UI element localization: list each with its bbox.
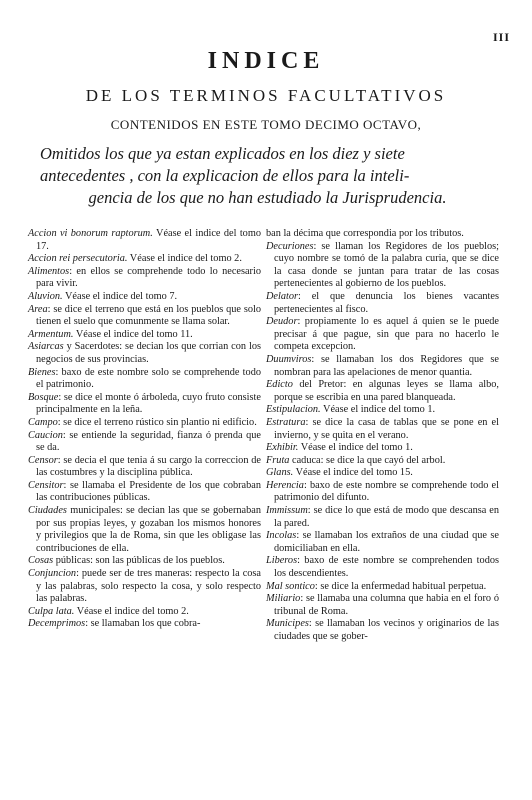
index-definition: Véase el indice del tomo 7.: [62, 290, 178, 302]
index-term: Liberos: [266, 555, 298, 567]
index-term: Aluvion.: [28, 290, 63, 302]
intro-paragraph: [40, 143, 495, 209]
left-column: [28, 228, 261, 631]
index-term: Bosque: [28, 391, 59, 403]
index-entry: [266, 291, 499, 316]
index-entry: [28, 606, 261, 619]
index-definition: : se dice la casa de tablas que se pone en el invierno, y se quita en el verano.: [274, 416, 499, 441]
index-entry: [266, 417, 499, 442]
index-entry: [266, 404, 499, 417]
index-entry: [266, 455, 499, 468]
index-definition: : se dice el monte ó árboleda, cuyo fruto consiste principalmente en la leña.: [36, 391, 261, 416]
index-definition: : se dice la enfermedad habitual perpetua.: [314, 580, 487, 592]
index-entry: [266, 555, 499, 580]
index-entry: [28, 505, 261, 555]
index-entry: [28, 455, 261, 480]
index-definition: ban la décima que correspondia por los tributos.: [266, 228, 464, 239]
index-definition: : el que denuncia los bienes vacantes pertenecientes al fisco.: [274, 290, 499, 315]
page-subtitle: DE LOS TERMINOS FACULTATIVOS: [85, 86, 447, 105]
index-entry: [266, 593, 499, 618]
index-entry: [266, 480, 499, 505]
index-definition: municipales: se decian las que se gobernaban por sus propias leyes, y gozaban los mismos honores y privilegios que la de Roma, sin que les obligase las contribuciones de ella.: [36, 505, 261, 554]
intro-line: Omitidos los que ya estan explicados en los diez y siete: [40, 144, 405, 163]
index-term: Censor: [28, 454, 58, 466]
index-definition: : se llaman los Regidores de los pueblos; cuyo nombre se tomó de la palabra curia, que se dice la casa donde se juntan para tratar de las cosas pertenecientes al gobierno de los pueblos.: [274, 240, 499, 290]
index-definition: : baxo de este nombre se comprehenden todos los descendientes.: [274, 555, 499, 580]
index-entry: [266, 530, 499, 555]
index-entry: [28, 392, 261, 417]
index-term: Exhibir.: [266, 442, 299, 454]
index-definition: : se llamaba el Presidente de los que cobraban las contribuciones públicas.: [36, 479, 261, 504]
index-definition: Véase el indice del tomo 1.: [298, 442, 413, 454]
index-definition: : se llamaban los que cobra-: [85, 618, 201, 630]
index-term: Cosas: [28, 555, 54, 567]
index-definition: Véase el indice del tomo 17.: [36, 228, 261, 252]
index-term: Delator: [266, 290, 299, 302]
index-definition: : en ellos se comprehende todo lo necesario para vivir.: [36, 265, 261, 290]
index-entry: [28, 329, 261, 342]
index-term: Estratura: [266, 416, 306, 428]
index-entry: [28, 618, 261, 631]
index-term: Caucion: [28, 429, 63, 441]
index-entry: [28, 555, 261, 568]
index-term: Herencia: [266, 479, 304, 491]
index-definition: : propiamente lo es aquel á quien se le puede precisar á que pague, sin que para no hacerlo le competa excepcion.: [274, 316, 499, 353]
index-term: Municipes: [266, 618, 309, 630]
intro-line: antecedentes , con la explicacion de ellos para la inteli-: [40, 166, 410, 185]
index-entry: [266, 581, 499, 594]
index-term: Armentum.: [28, 328, 74, 340]
index-term: Estipulacion.: [266, 404, 321, 416]
index-entry: [28, 266, 261, 291]
index-entry: [266, 505, 499, 530]
index-definition: Véase el indice del tomo 15.: [293, 467, 413, 479]
page-subtitle-secondary: CONTENIDOS EN ESTE TOMO DECIMO OCTAVO,: [110, 117, 422, 132]
index-entry: [28, 367, 261, 392]
index-term: Immissum: [266, 505, 308, 517]
index-definition: del Pretor: en algunas leyes se llama albo, porque se escribia en una pared blanqueada.: [274, 379, 499, 403]
right-column: [266, 228, 499, 644]
index-entry: [266, 442, 499, 455]
index-entry: [28, 568, 261, 606]
index-entry: [28, 341, 261, 366]
index-entry: [266, 354, 499, 379]
index-definition: : puede ser de tres maneras: respecto la cosa y las palabras, solo respecto la cosa, y solo respecto las palabras.: [36, 568, 261, 605]
index-definition: : se dice el terreno que está en los pueblos que solo tienen el suelo que comunmente se llama solar.: [36, 303, 261, 328]
index-term: Incolas: [266, 530, 297, 542]
index-term: Area: [28, 303, 48, 315]
index-definition: Véase el indice del tomo 2.: [127, 253, 242, 265]
index-term: Accion vi bonorum raptorum.: [28, 228, 153, 239]
index-entry: [266, 316, 499, 354]
index-term: Bienes: [28, 366, 56, 378]
index-term: Alimentos: [28, 265, 70, 277]
index-definition: : se entiende la seguridad, fianza ó prenda que se da.: [36, 429, 261, 454]
index-definition: y Sacerdotes: se decian los que corrian con los negocios de sus provincias.: [36, 341, 261, 365]
index-definition: públicas: son las públicas de los pueblos.: [53, 555, 225, 567]
index-definition: : se decia el que tenia á su cargo la correccion de las costumbres y la disciplina pública.: [36, 454, 261, 479]
index-definition: : baxo de este nombre solo se comprehende todo el patrimonio.: [36, 366, 261, 391]
index-definition: caduca: se dice la que cayó del arbol.: [289, 454, 446, 466]
index-entry: [266, 467, 499, 480]
index-term: Censitor: [28, 479, 64, 491]
index-term: Ciudades: [28, 505, 67, 517]
index-definition: : baxo de este nombre se comprehende todo el patrimonio del difunto.: [274, 479, 499, 504]
index-entry: [28, 291, 261, 304]
index-term: Asiarcas: [28, 341, 64, 353]
index-term: Deudor: [266, 316, 298, 328]
index-term: Decuriones: [266, 240, 314, 252]
page-number: III: [492, 30, 510, 44]
index-term: Fruta: [266, 454, 290, 466]
index-definition: Véase el indice del tomo 2.: [74, 605, 189, 617]
index-term: Conjuncion: [28, 568, 77, 580]
index-definition: Véase el indice del tomo 11.: [73, 328, 193, 340]
index-definition: : se llamaba una columna que habia en el foro ó tribunal de Roma.: [274, 593, 499, 617]
page-title: INDICE: [207, 48, 325, 74]
index-definition: : se dice lo que está de modo que descansa en la pared.: [274, 505, 499, 529]
index-definition: : se llamaban los dos Regidores que se nombran para las apelaciones de menor quantia.: [274, 353, 499, 378]
index-entry: [28, 304, 261, 329]
index-entry: [28, 228, 261, 253]
index-term: Miliario: [266, 593, 301, 605]
index-term: Glans.: [266, 467, 294, 479]
index-entry: [266, 379, 499, 404]
index-entry: [28, 430, 261, 455]
index-term: Accion rei persecutoria.: [28, 253, 128, 265]
index-entry: [266, 228, 499, 241]
index-definition: : se dice el terreno rústico sin plantio ni edificio.: [57, 416, 257, 428]
index-entry: [28, 417, 261, 430]
intro-line: gencia de los que no han estudiado la Jurisprudencia.: [88, 188, 447, 207]
index-definition: : se llamaban los extraños de una ciudad que se domiciliaban en ella.: [274, 530, 499, 554]
index-term: Campo: [28, 416, 58, 428]
index-term: Mal sontico: [266, 580, 315, 592]
index-definition: : se llamaban los vecinos y originarios de las ciudades que se gober-: [274, 618, 499, 642]
index-entry: [28, 253, 261, 266]
index-entry: [28, 480, 261, 505]
index-definition: Véase el indice del tomo 1.: [320, 404, 436, 416]
index-term: Culpa lata.: [28, 605, 75, 617]
index-entry: [266, 618, 499, 643]
index-term: Edicto: [266, 379, 293, 391]
index-entry: [266, 241, 499, 291]
index-term: Decemprimos: [28, 618, 86, 630]
index-term: Duumviros: [266, 353, 312, 365]
